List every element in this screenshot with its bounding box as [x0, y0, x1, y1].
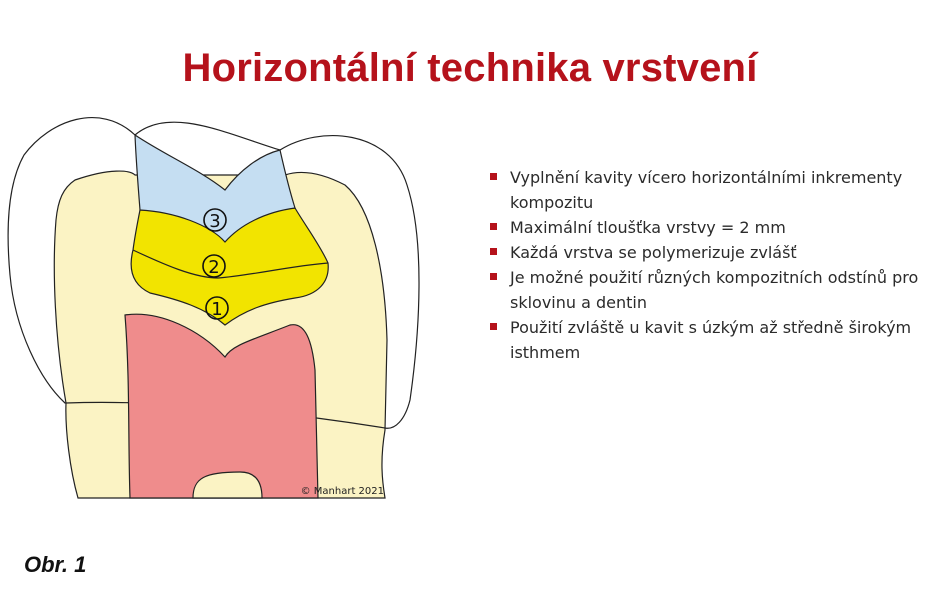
- figure-label: Obr. 1: [24, 552, 87, 577]
- bullet-text: Vyplnění kavity vícero horizontálními inkrementy kompozitu: [510, 168, 903, 212]
- bullet-text: Každá vrstva se polymerizuje zvlášť: [510, 243, 797, 262]
- bullet-item: [490, 165, 935, 215]
- page-title: Horizontální technika vrstvení: [182, 46, 758, 90]
- bullet-list: [490, 165, 935, 365]
- bullet-text: Maximální tloušťka vrstvy = 2 mm: [510, 218, 786, 237]
- bullet-item: [490, 315, 935, 365]
- layer-badge-2-text: 2: [208, 257, 220, 278]
- bullet-square-icon: [490, 323, 497, 330]
- bullet-square-icon: [490, 273, 497, 280]
- bullet-square-icon: [490, 173, 497, 180]
- tooth-diagram: [0, 100, 430, 510]
- layer-badge-1-text: 1: [211, 299, 223, 320]
- bullet-text: Použití zvláště u kavit s úzkým až středně širokým isthmem: [510, 318, 912, 362]
- bullet-square-icon: [490, 248, 497, 255]
- copyright-text: © Manhart 2021: [300, 486, 384, 497]
- layer-badge-3-text: 3: [209, 211, 221, 232]
- bullet-item: [490, 240, 935, 265]
- bullet-item: [490, 265, 935, 315]
- bullet-square-icon: [490, 223, 497, 230]
- bullet-item: [490, 215, 935, 240]
- bullet-text: Je možné použití různých kompozitních odstínů pro sklovinu a dentin: [510, 268, 919, 312]
